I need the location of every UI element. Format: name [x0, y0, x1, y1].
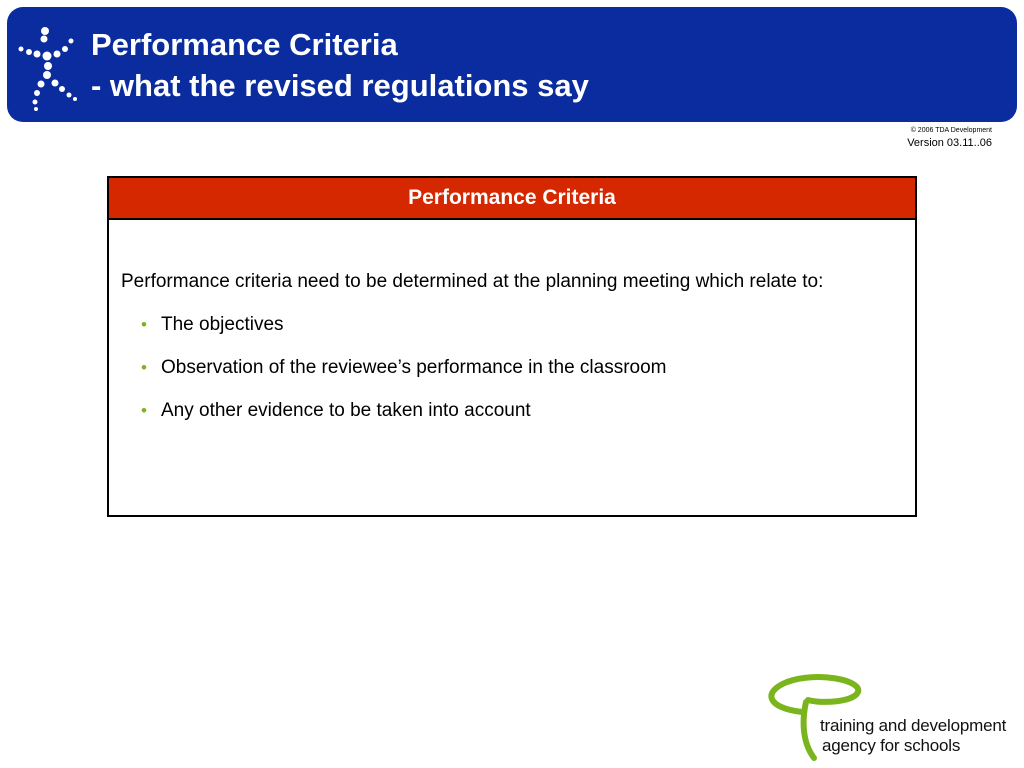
page-title-line-1: Performance Criteria [91, 27, 398, 62]
logo-text-line-2: agency for schools [822, 736, 961, 755]
page-title-line-2: - what the revised regulations say [91, 68, 589, 103]
list-item-text: Observation of the reviewee’s performance in the classroom [161, 357, 667, 378]
criteria-table [107, 176, 917, 517]
intro-text: Performance criteria need to be determined at the planning meeting which relate to: [121, 271, 824, 292]
tda-logo [762, 672, 1007, 762]
list-item [141, 397, 903, 424]
logo-text-line-1: training and development [820, 716, 1007, 735]
dotted-figure-icon [15, 25, 85, 113]
list-item [141, 354, 903, 381]
bullet-icon: • [141, 358, 147, 377]
list-item [141, 311, 903, 338]
bullet-icon: • [141, 315, 147, 334]
copyright-note: © 2006 TDA Development [910, 127, 992, 134]
list-item-text: Any other evidence to be taken into account [161, 400, 531, 421]
list-item-text: The objectives [161, 314, 284, 335]
bullet-icon: • [141, 401, 147, 420]
criteria-list [121, 311, 903, 424]
version-note: Version 03.11..06 [907, 137, 992, 149]
title-banner [7, 7, 1017, 122]
table-body [109, 220, 915, 424]
table-heading: Performance Criteria [109, 178, 915, 220]
